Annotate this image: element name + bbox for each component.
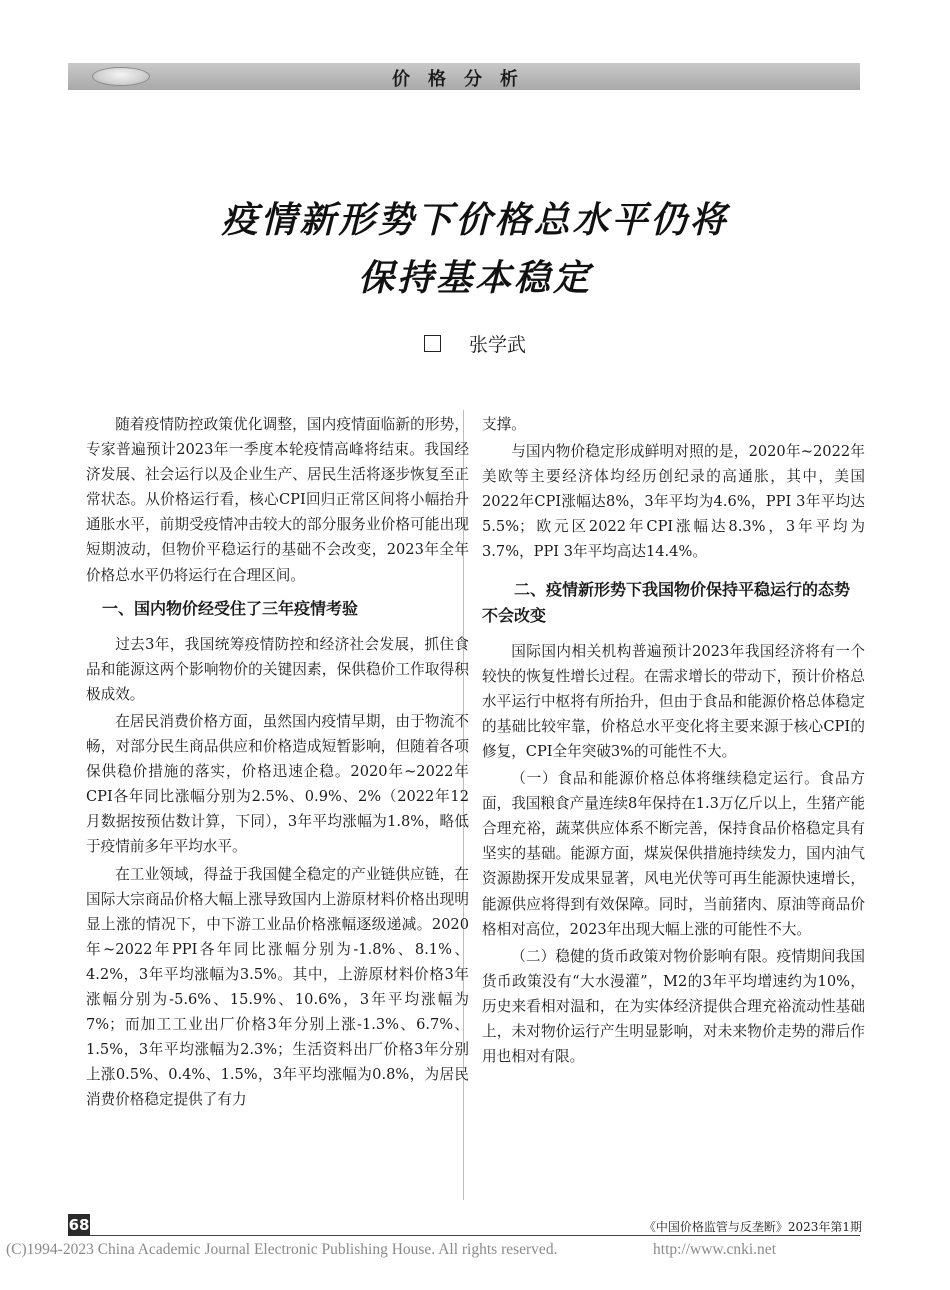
- right-column: [482, 412, 865, 1071]
- section-label: 价格分析: [392, 69, 536, 90]
- paragraph: （二）稳健的货币政策对物价影响有限。疫情期间我国货币政策没有“大水漫灌”，M2的3年平均增速约为10%，历史来看相对温和，在为实体经济提供合理充裕流动性基础上，未对物价运行产生明显影响，对未来物价走势的滞后作用也相对有限。: [482, 947, 865, 1066]
- paragraph: 在居民消费价格方面，虽然国内疫情早期，由于物流不畅，对部分民生商品供应和价格造成短暂影响，但随着各项保供稳价措施的落实，价格迅速企稳。2020年~2022年CPI各年同比涨幅分别为2.5%、0.9%、2%（2022年12月数据按预估数计算，下同），3年平均涨幅为1.8%，略低于疫情前多年平均水平。: [86, 712, 469, 856]
- copyright-watermark: [6, 1241, 946, 1259]
- copyright-text: (C)1994-2023 China Academic Journal Electronic Publishing House. All rights reserved.: [6, 1241, 558, 1258]
- continued-text: 支撑。: [482, 416, 526, 433]
- paragraph: 过去3年，我国统筹疫情防控和经济社会发展，抓住食品和能源这两个影响物价的关键因素，保供稳价工作取得积极成效。: [86, 635, 469, 703]
- section-header-band: [68, 63, 860, 90]
- paragraph: 与国内物价稳定形成鲜明对照的是，2020年~2022年美欧等主要经济体均经历创纪录的高通胀，其中，美国2022年CPI涨幅达8%，3年平均为4.6%，PPI 3年平均达5.5%；欧元区2022年CPI涨幅达8.3%，3年平均为3.7%，PPI 3年平均高达14.4%。: [482, 443, 865, 561]
- author-line: [0, 330, 950, 357]
- paragraph: 国际国内相关机构普遍预计2023年我国经济将有一个较快的恢复性增长过程。在需求增长的带动下，预计价格总水平运行中枢将有所抬升，但由于食品和能源价格总体稳定的基础比较牢靠，价格总水平变化将主要来源于核心CPI的修复，CPI全年突破3%的可能性不大。: [482, 642, 865, 760]
- article-title-line-2: 保持基本稳定: [357, 258, 592, 299]
- intro-paragraph: 随着疫情防控政策优化调整，国内疫情面临新的形势，专家普遍预计2023年一季度本轮疫情高峰将结束。我国经济发展、社会运行以及企业生产、居民生活将逐步恢复至正常状态。从价格运行看，核心CPI回归正常区间将小幅抬升通胀水平，前期受疫情冲击较大的部分服务业价格可能出现短期波动，但物价平稳运行的基础不会改变，2023年全年价格总水平仍将运行在合理区间。: [86, 416, 469, 584]
- page-number: 68: [68, 1216, 90, 1234]
- author-box-icon: [424, 335, 441, 352]
- section-heading-2: 二、疫情新形势下我国物价保持平稳运行的态势不会改变: [482, 579, 851, 625]
- paragraph: （一）食品和能源价格总体将继续稳定运行。食品方面，我国粮食产量连续8年保持在1.3万亿斤以上，生猪产能合理充裕，蔬菜供应体系不断完善，保持食品价格稳定具有坚实的基础。能源方面，煤炭保供措施持续发力，国内油气资源勘探开发成果显著，风电光伏等可再生能源快速增长，能源供应将得到有效保障。同时，当前猪肉、原油等商品价格相对高位，2023年出现大幅上涨的可能性不大。: [482, 770, 865, 938]
- article-title-line-1: 疫情新形势下价格总水平仍将: [221, 200, 729, 241]
- paragraph: 在工业领域，得益于我国健全稳定的产业链供应链，在国际大宗商品价格大幅上涨导致国内上游原材料价格出现明显上涨的情况下，中下游工业品价格涨幅逐级递减。2020年~2022年PPI各年同比涨幅分别为-1.8%、8.1%、4.2%，3年平均涨幅为3.5%。其中，上游原材料价格3年涨幅分别为-5.6%、15.9%、10.6%，3年平均涨幅为7%；而加工工业出厂价格3年分别上涨-1.3%、6.7%、1.5%，3年平均涨幅为2.3%；生活资料出厂价格3年分别上涨0.5%、0.4%、1.5%，3年平均涨幅为0.8%，为居民消费价格稳定提供了有力: [86, 865, 469, 1109]
- journal-citation: 《中国价格监管与反垄断》2023年第1期: [643, 1220, 862, 1234]
- footer-rule: [90, 1235, 860, 1236]
- left-column: [86, 412, 469, 1114]
- section-heading-1: 一、国内物价经受住了三年疫情考验: [102, 598, 359, 618]
- site-url[interactable]: http://www.cnki.net: [653, 1241, 776, 1258]
- author-name: 张学武: [468, 334, 526, 356]
